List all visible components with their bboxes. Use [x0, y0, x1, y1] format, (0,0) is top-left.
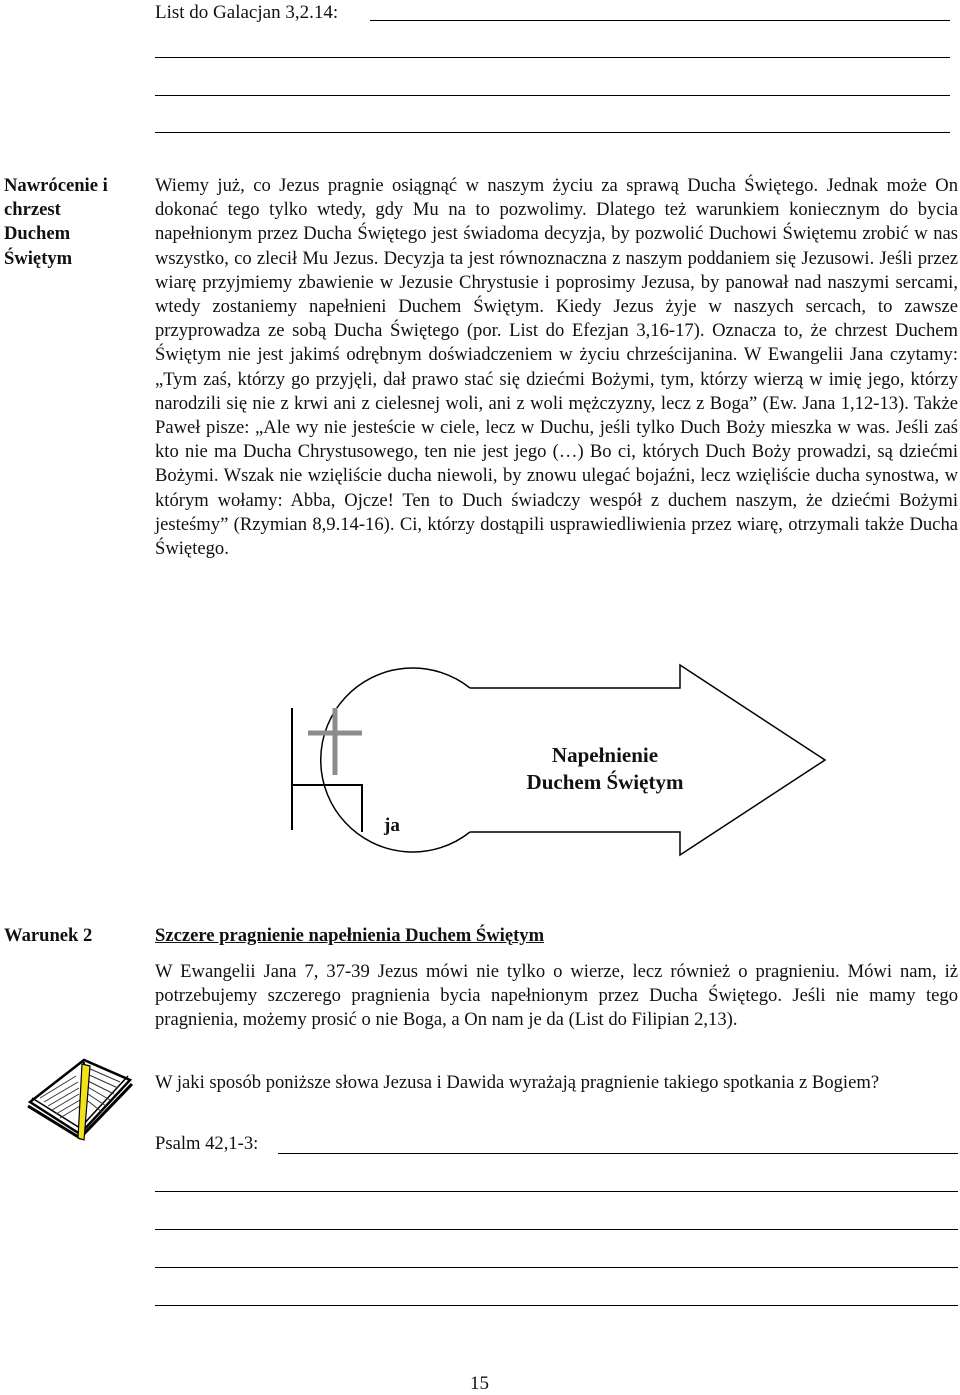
diagram-title-line2: Duchem Świętym	[526, 770, 684, 794]
answer-line-6[interactable]	[155, 1191, 958, 1192]
answer-line-2[interactable]	[155, 57, 950, 58]
section1-paragraph: Wiemy już, co Jezus pragnie osiągnąć w naszym życiu za sprawą Ducha Świętego. Jednak może On dokonać tego tylko wtedy, gdy Mu na to pozwolimy. Dlatego też warunkiem koniecznym do bycia napełnionym przez Ducha Świętego jest świadoma decyzja, by pozwolić Duchowi Świętemu zrobić w nas wszystko, co zlecił Mu Jezus. Decyzja ta jest równoznaczna z naszym poddaniem się Jezusowi. Jeśli przez wiarę przyjmiemy zbawienie w Jezusie Chrystusie i poprosimy Jezusa, by panował nad naszymi sercami, wtedy zostaniemy napełnieni Duchem Świętym. Kiedy Jezus żyje w naszych sercach, to zawsze przyprowadza ze sobą Ducha Świętego (por. List do Efezjan 3,16-17). Oznacza to, że chrzest Duchem Świętym nie jest jakimś odrębnym doświadczeniem w życiu chrześcijanina. W Ewangelii Jana czytamy: „Tym zaś, którzy go przyjęli, dał prawo stać się dziećmi Bożymi, tym, którzy wierzą w imię jego, którzy narodzili się nie z krwi ani z cielesnej woli, ani z woli mężczyzny, lecz z Boga” (Ew. Jana 1,12-13). Także Paweł pisze: „Ale wy nie jesteście w ciele, lecz w Duchu, jeśli tylko Duch Boży mieszka w was. Jeśli zaś kto nie ma Ducha Chrystusowego, ten nie jest jego (…) Bo ci, których Duch Boży prowadzi, są dziećmi Bożymi. Wszak nie wzięliście ducha niewoli, by znowu ulegać bojaźni, lecz wzięliście ducha synostwa, w którym wołamy: Abba, Ojcze! Ten to Duch świadczy wespół z duchem naszym, że dziećmi Bożymi jesteśmy” (Rzymian 8,9.14-16). Ci, którzy dostąpili usprawiedliwienia przez wiarę, otrzymali także Ducha Świętego.	[155, 175, 958, 560]
self-label: ja	[384, 815, 400, 836]
diagram-title-line1: Napełnienie	[551, 743, 659, 767]
page-number: 15	[470, 1373, 489, 1394]
open-book-icon	[24, 1052, 134, 1142]
answer-line-3[interactable]	[155, 95, 950, 96]
cross-icon	[308, 708, 362, 775]
answer-line-5[interactable]	[278, 1153, 958, 1154]
header-prompt-text: List do Galacjan 3,2.14:	[155, 2, 339, 23]
diagram-title	[490, 742, 720, 796]
header-prompt	[155, 2, 338, 24]
answer-line-1[interactable]	[370, 20, 950, 21]
section2-heading: Szczere pragnienie napełnienia Duchem Świętym	[155, 925, 545, 946]
psalm-prompt: Psalm 42,1-3:	[155, 1133, 259, 1154]
section1-side-label: Nawrócenie i chrzest Duchem Świętym	[4, 175, 108, 269]
answer-line-7[interactable]	[155, 1229, 958, 1230]
answer-line-4[interactable]	[155, 132, 950, 133]
answer-line-9[interactable]	[155, 1305, 958, 1306]
section2-side-label: Warunek 2	[4, 925, 93, 946]
section2-paragraph2: W jaki sposób poniższe słowa Jezusa i Dawida wyrażają pragnienie takiego spotkania z Bogiem?	[155, 1072, 880, 1093]
answer-line-8[interactable]	[155, 1267, 958, 1268]
section2-paragraph1: W Ewangelii Jana 7, 37-39 Jezus mówi nie tylko o wierze, lecz również o pragnieniu. Mówi nam, iż potrzebujemy szczerego pragnienia bycia napełnionym przez Ducha Świętego. Jeśli nie mamy tego pragnienia, możemy prosić o nie Boga, a On nam je da (List do Filipian 2,13).	[155, 961, 958, 1031]
